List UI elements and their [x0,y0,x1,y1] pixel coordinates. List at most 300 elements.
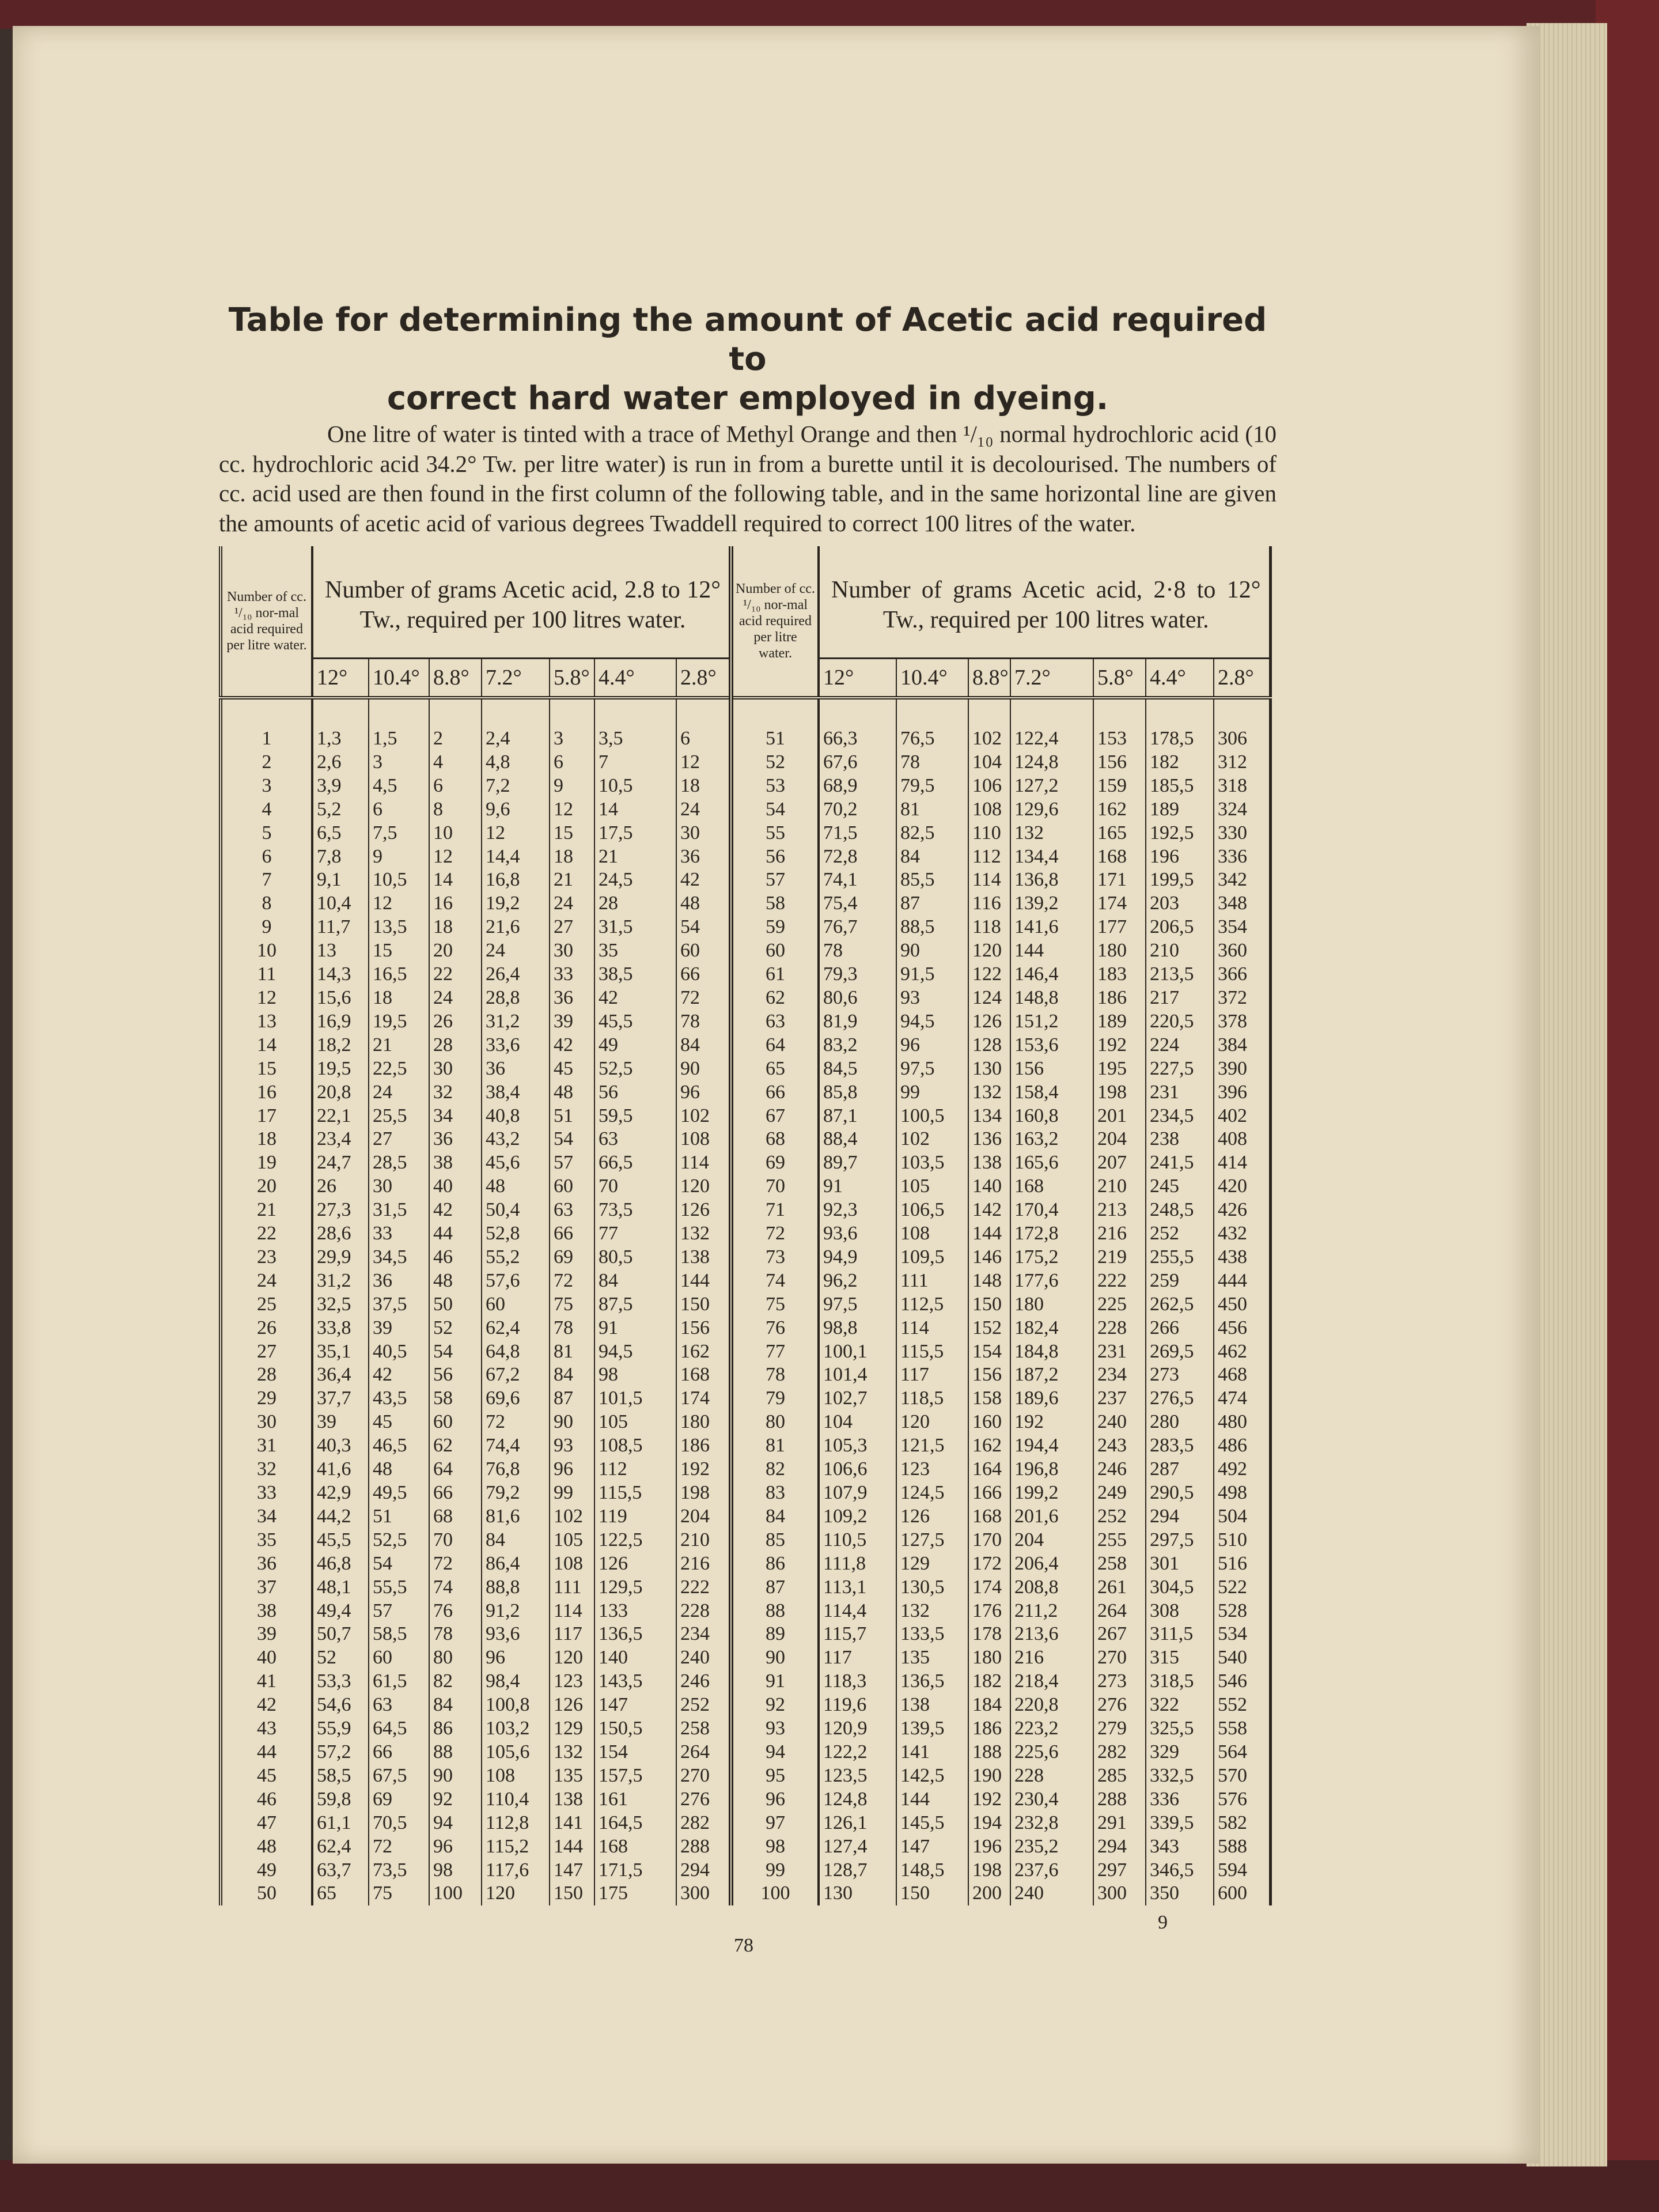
grams-value: 76 [429,1600,482,1623]
grams-value: 342 [1214,868,1270,892]
grams-value: 35 [594,939,676,963]
grams-value: 94,5 [594,1340,676,1364]
page-number: 78 [734,1935,753,1957]
grams-value: 160,8 [1010,1105,1093,1128]
grams-value: 6 [676,727,729,751]
grams-value: 24,7 [317,1152,351,1174]
grams-value: 138 [550,1788,594,1812]
grams-value: 249 [1093,1481,1146,1505]
grams-value: 24 [676,798,729,822]
grams-value: 168 [676,1363,729,1387]
grams-value: 26 [317,1175,336,1197]
grams-value: 235,2 [1010,1835,1093,1859]
grams-value: 63 [369,1693,429,1717]
grams-value: 150 [896,1882,968,1905]
grams-value: 343 [1146,1835,1214,1859]
grams-value: 186 [676,1434,729,1458]
grams-value: 204 [676,1505,729,1529]
cc-value: 23 [221,1246,312,1269]
grams-value: 2,6 [317,751,342,773]
grams-value: 117 [550,1623,594,1646]
grams-value: 94,9 [823,1246,858,1268]
table-row [731,1458,1270,1481]
grams-value: 24 [429,986,482,1010]
grams-value: 132 [550,1741,594,1764]
grams-value: 171,5 [594,1859,676,1882]
grams-value: 38,4 [482,1081,550,1105]
grams-value: 135 [550,1764,594,1788]
grams-value: 384 [1214,1034,1270,1057]
grams-value: 50 [429,1293,482,1317]
grams-value: 70,2 [823,798,858,820]
grams-value: 40,5 [369,1340,429,1364]
grams-value: 28 [594,892,676,916]
grams-value: 2,4 [482,727,550,751]
table-row [731,1764,1270,1788]
table-row [731,1882,1270,1905]
grams-value: 276 [676,1788,729,1812]
cc-value: 56 [731,845,819,869]
grams-value: 325,5 [1146,1717,1214,1741]
grams-value: 91 [823,1175,843,1197]
grams-value: 192 [676,1458,729,1481]
grams-value: 232,8 [1010,1812,1093,1835]
grams-value: 75,4 [823,893,858,914]
table-row [731,1269,1270,1293]
grams-value: 100,5 [896,1105,968,1128]
grams-value: 88 [429,1741,482,1764]
grams-value: 444 [1214,1269,1270,1293]
grams-value: 130 [968,1057,1010,1081]
cc-value: 64 [731,1034,819,1057]
table-row [221,1481,729,1505]
grams-value: 171 [1093,868,1146,892]
grams-value: 80 [429,1646,482,1670]
grams-value: 150 [676,1293,729,1317]
grams-value: 5,2 [317,798,342,820]
grams-value: 270 [1093,1646,1146,1670]
grams-value: 90 [676,1057,729,1081]
degree-header: 10.4° [369,659,429,698]
grams-value: 178 [968,1623,1010,1646]
grams-value: 3,9 [317,774,342,796]
grams-value: 48 [429,1269,482,1293]
grams-value: 199,5 [1146,868,1214,892]
grams-value: 78 [550,1317,594,1340]
table-row [731,1481,1270,1505]
grams-value: 106,5 [896,1198,968,1222]
grams-value: 12 [550,798,594,822]
grams-value: 43,5 [369,1387,429,1411]
grams-value: 18 [429,916,482,939]
grams-value: 81,9 [823,1010,858,1032]
cc-value: 43 [221,1717,312,1741]
grams-value: 115,5 [896,1340,968,1364]
grams-value: 78 [676,1010,729,1034]
grams-value: 504 [1214,1505,1270,1529]
cc-value: 98 [731,1835,819,1859]
grams-value: 72 [369,1835,429,1859]
grams-value: 7 [594,751,676,774]
grams-value: 59,5 [594,1105,676,1128]
grams-value: 114 [896,1317,968,1340]
table-row [731,798,1270,822]
grams-value: 105,6 [482,1741,550,1764]
cc-value: 10 [221,939,312,963]
degree-header: 7.2° [1010,659,1093,698]
grams-value: 273 [1093,1670,1146,1693]
cc-value: 22 [221,1222,312,1246]
grams-value: 52,8 [482,1222,550,1246]
divider-cell [1214,698,1270,727]
cc-value: 15 [221,1057,312,1081]
grams-value: 70,5 [369,1812,429,1835]
grams-value: 144 [1010,939,1093,963]
grams-value: 102 [676,1105,729,1128]
grams-value: 89,7 [823,1152,858,1174]
page-title [219,301,1277,418]
grams-value: 203 [1146,892,1214,916]
grams-value: 150,5 [594,1717,676,1741]
grams-value: 162 [1093,798,1146,822]
grams-value: 115,5 [594,1481,676,1505]
grams-value: 12 [676,751,729,774]
grams-value: 108 [676,1128,729,1151]
grams-value: 111,8 [823,1552,866,1574]
grams-value: 79,2 [482,1481,550,1505]
table-row [221,1317,729,1340]
table-row [731,1576,1270,1600]
table-row [731,1057,1270,1081]
grams-value: 50,4 [482,1198,550,1222]
grams-value: 276,5 [1146,1387,1214,1411]
grams-value: 144 [676,1269,729,1293]
grams-value: 38,5 [594,963,676,986]
grams-value: 24,5 [594,868,676,892]
grams-value: 187,2 [1010,1363,1093,1387]
grams-value: 41,6 [317,1458,351,1480]
grams-value: 67,5 [369,1764,429,1788]
grams-value: 462 [1214,1340,1270,1364]
table-row [731,1741,1270,1764]
grams-value: 162 [968,1434,1010,1458]
grams-value: 206,4 [1010,1552,1093,1576]
cc-value: 75 [731,1293,819,1317]
grams-value: 201,6 [1010,1505,1093,1529]
grams-value: 156 [968,1363,1010,1387]
grams-value: 227,5 [1146,1057,1214,1081]
grams-value: 42 [550,1034,594,1057]
grams-value: 79,3 [823,963,858,985]
cc-value: 67 [731,1105,819,1128]
grams-value: 177,6 [1010,1269,1093,1293]
table-row [731,1835,1270,1859]
degree-header: 5.8° [550,659,594,698]
grams-value: 119 [594,1505,676,1529]
grams-value: 228 [1010,1764,1093,1788]
grams-value: 113,1 [823,1576,867,1598]
cc-value: 60 [731,939,819,963]
cc-value: 55 [731,822,819,845]
grams-value: 28,8 [482,986,550,1010]
grams-value: 42 [429,1198,482,1222]
grams-value: 4,5 [369,774,429,798]
grams-value: 414 [1214,1151,1270,1175]
grams-value: 147 [550,1859,594,1882]
grams-value: 130 [823,1882,853,1904]
grams-value: 308 [1146,1600,1214,1623]
grams-value: 48 [550,1081,594,1105]
grams-value: 300 [1093,1882,1146,1905]
grams-value: 122,4 [1010,727,1093,751]
grams-value: 56 [594,1081,676,1105]
grams-value: 1,3 [317,728,342,749]
table-row [731,727,1270,751]
table-row [221,1835,729,1859]
table-row [731,916,1270,939]
table-row [221,1246,729,1269]
grams-value: 216 [676,1552,729,1576]
table-row [731,1552,1270,1576]
grams-value: 30 [429,1057,482,1081]
table-row [731,1529,1270,1552]
grams-value: 28 [429,1034,482,1057]
grams-value: 27,3 [317,1199,351,1221]
grams-value: 192 [1010,1411,1093,1434]
grams-value: 28,6 [317,1223,351,1245]
grams-value: 159 [1093,774,1146,798]
grams-value: 120 [968,939,1010,963]
grams-value: 79,5 [896,774,968,798]
table-row [221,1693,729,1717]
grams-value: 180 [676,1411,729,1434]
grams-value: 396 [1214,1081,1270,1105]
grams-value: 126 [594,1552,676,1576]
cc-value: 72 [731,1222,819,1246]
degree-header: 10.4° [896,659,968,698]
cc-value: 30 [221,1411,312,1434]
grams-value: 75 [550,1293,594,1317]
cc-value: 12 [221,986,312,1010]
grams-value: 101,4 [823,1364,868,1386]
grams-value: 564 [1214,1741,1270,1764]
grams-value: 20,8 [317,1081,351,1103]
grams-value: 9 [550,774,594,798]
page-footer [219,1911,1279,1957]
grams-value: 55,9 [317,1718,351,1740]
grams-value: 273 [1146,1363,1214,1387]
grams-value: 84 [429,1693,482,1717]
cc-value: 88 [731,1600,819,1623]
grams-value: 78 [896,751,968,774]
table-row [731,1081,1270,1105]
grams-value: 87 [550,1387,594,1411]
grams-value: 126 [896,1505,968,1529]
grams-value: 63,7 [317,1859,351,1881]
grams-value: 141 [896,1741,968,1764]
grams-value: 18 [676,774,729,798]
grams-value: 67,2 [482,1363,550,1387]
grams-value: 96,2 [823,1269,858,1291]
grams-value: 81,6 [482,1505,550,1529]
grams-value: 14 [429,868,482,892]
grams-value: 157,5 [594,1764,676,1788]
grams-value: 83,2 [823,1034,858,1056]
cc-value: 17 [221,1105,312,1128]
grams-value: 19,5 [369,1010,429,1034]
grams-value: 31,2 [317,1269,351,1291]
grams-value: 304,5 [1146,1576,1214,1600]
table-row [221,1057,729,1081]
grams-value: 82 [429,1670,482,1693]
grams-value: 105 [896,1175,968,1198]
grams-value: 66 [550,1222,594,1246]
grams-value: 178,5 [1146,727,1214,751]
grams-value: 127,2 [1010,774,1093,798]
grams-value: 145,5 [896,1812,968,1835]
grams-value: 72 [429,1552,482,1576]
grams-value: 237,6 [1010,1859,1093,1882]
grams-value: 160 [968,1411,1010,1434]
header-divider [731,698,1270,727]
grams-value: 237 [1093,1387,1146,1411]
table-row [731,1600,1270,1623]
grams-value: 234 [1093,1363,1146,1387]
grams-value: 330 [1214,822,1270,845]
grams-value: 19,2 [482,892,550,916]
grams-value: 12 [482,822,550,845]
cc-value: 57 [731,868,819,892]
table-row [731,1859,1270,1882]
grams-value: 528 [1214,1600,1270,1623]
grams-value: 68 [429,1505,482,1529]
grams-value: 192,5 [1146,822,1214,845]
grams-value: 57 [369,1600,429,1623]
title-line-1: Table for determining the amount of Acetic acid required to [228,301,1267,378]
cc-value: 1 [221,727,312,751]
grams-value: 168 [968,1505,1010,1529]
grams-value: 248,5 [1146,1198,1214,1222]
grams-value: 105,3 [823,1435,868,1457]
grams-value: 27 [550,916,594,939]
grams-value: 189,6 [1010,1387,1093,1411]
grams-value: 332,5 [1146,1764,1214,1788]
table-row [221,1340,729,1364]
divider-cell [819,698,896,727]
grams-value: 124 [968,986,1010,1010]
grams-value: 14 [594,798,676,822]
grams-value: 14,3 [317,963,351,985]
grams-value: 96 [429,1835,482,1859]
grams-value: 4 [429,751,482,774]
grams-value: 110,4 [482,1788,550,1812]
grams-value: 22 [429,963,482,986]
divider-cell [312,698,369,727]
grams-value: 111 [896,1269,968,1293]
grams-value: 245 [1146,1175,1214,1198]
grams-value: 259 [1146,1269,1214,1293]
grams-value: 84 [550,1363,594,1387]
grams-value: 116 [968,892,1010,916]
cc-value: 7 [221,868,312,892]
grams-value: 336 [1146,1788,1214,1812]
divider-cell [221,698,312,727]
grams-value: 104 [968,751,1010,774]
grams-value: 174 [676,1387,729,1411]
grams-value: 258 [1093,1552,1146,1576]
grams-value: 73,5 [594,1198,676,1222]
table-row [731,1788,1270,1812]
grams-value: 98 [594,1363,676,1387]
grams-value: 64,5 [369,1717,429,1741]
grams-value: 182,4 [1010,1317,1093,1340]
grams-value: 91,2 [482,1600,550,1623]
table-row [221,1717,729,1741]
grams-value: 134,4 [1010,845,1093,869]
grams-value: 164 [968,1458,1010,1481]
grams-value: 172,8 [1010,1222,1093,1246]
grams-value: 156 [676,1317,729,1340]
grams-value: 204 [1093,1128,1146,1151]
grams-value: 45 [369,1411,429,1434]
grams-value: 336 [1214,845,1270,869]
grams-value: 6 [369,798,429,822]
grams-value: 1,5 [369,727,429,751]
table-row [221,1128,729,1151]
grams-value: 486 [1214,1434,1270,1458]
cc-value: 8 [221,892,312,916]
table-row [221,1034,729,1057]
grams-value: 46,5 [369,1434,429,1458]
grams-value: 6 [550,751,594,774]
grams-value: 60 [369,1646,429,1670]
header-divider [221,698,729,727]
grams-value: 133 [594,1600,676,1623]
grams-value: 90 [429,1764,482,1788]
grams-value: 9,6 [482,798,550,822]
grams-value: 234,5 [1146,1105,1214,1128]
grams-value: 102,7 [823,1387,868,1409]
table-row [731,1670,1270,1693]
grams-value: 207 [1093,1151,1146,1175]
grams-value: 198 [1093,1081,1146,1105]
grams-value: 183 [1093,963,1146,986]
grams-value: 122,5 [594,1529,676,1552]
table-row [731,1434,1270,1458]
grams-value: 33 [369,1222,429,1246]
grams-value: 8 [429,798,482,822]
grams-value: 206,5 [1146,916,1214,939]
grams-value: 12 [429,845,482,869]
grams-value: 225 [1093,1293,1146,1317]
cc-value: 70 [731,1175,819,1198]
cc-value: 68 [731,1128,819,1151]
table-row [731,845,1270,869]
cc-value: 82 [731,1458,819,1481]
table-row [731,1505,1270,1529]
grams-value: 210 [1146,939,1214,963]
grams-value: 276 [1093,1693,1146,1717]
grams-value: 65 [317,1882,336,1904]
grams-value: 88,5 [896,916,968,939]
grams-value: 294 [676,1859,729,1882]
grams-value: 225,6 [1010,1741,1093,1764]
grams-value: 31,5 [369,1198,429,1222]
grams-value: 210 [676,1529,729,1552]
grams-value: 408 [1214,1128,1270,1151]
grams-value: 224 [1146,1034,1214,1057]
table-row [221,1434,729,1458]
